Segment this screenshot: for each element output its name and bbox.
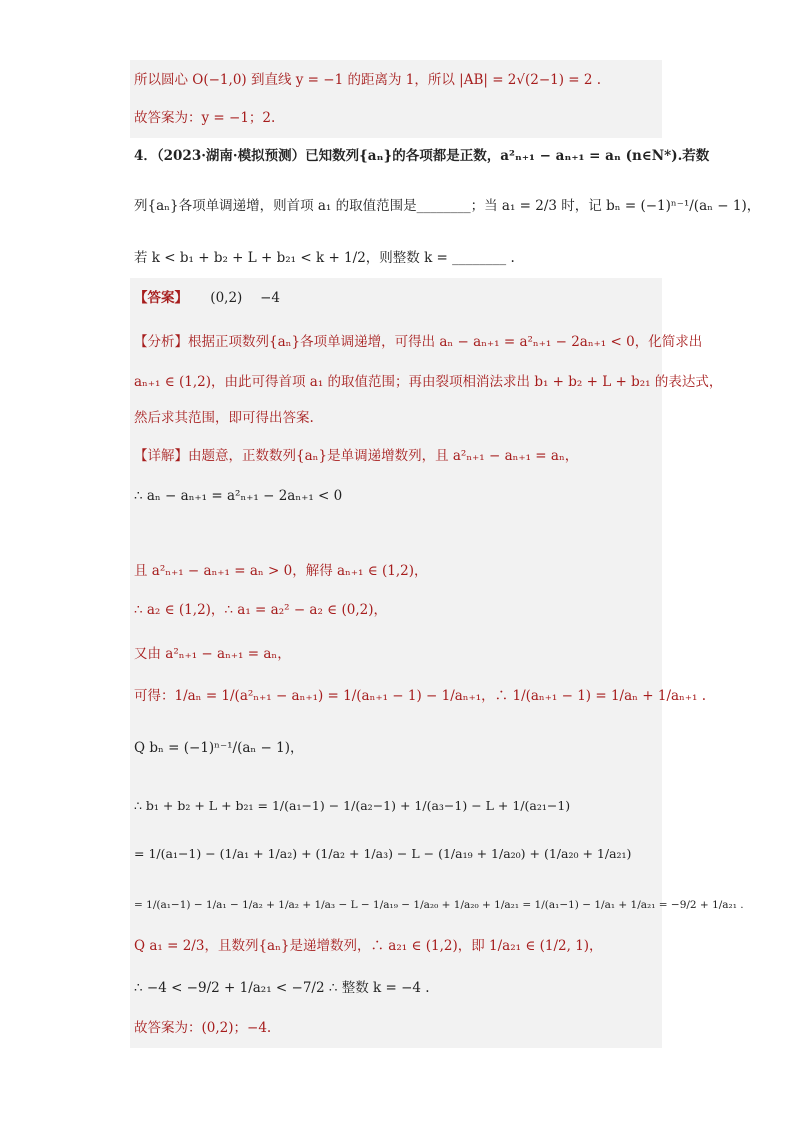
detail-line-8: ∴ b₁ + b₂ + L + b₂₁ = 1/(a₁−1) − 1/(a₂−1) + 1/(a₃−1) − L + 1/(a₂₁−1): [134, 798, 571, 813]
answer-block: [130, 278, 662, 1048]
detail-line-2: ∴ aₙ − aₙ₊₁ = a²ₙ₊₁ − 2aₙ₊₁ < 0: [134, 488, 343, 504]
answer-label: 【答案】: [134, 290, 188, 306]
detail-line-4: ∴ a₂ ∈ (1,2)，∴ a₁ = a₂² − a₂ ∈ (0,2)，: [134, 602, 387, 618]
analysis-line-2: aₙ₊₁ ∈ (1,2)，由此可得首项 a₁ 的取值范围；再由裂项相消法求出 b₁ + b₂ + L + b₂₁ 的表达式，: [134, 374, 723, 390]
prev-solution-line: 所以圆心 O(−1,0) 到直线 y = −1 的距离为 1，所以 |AB| = 2√(2−1) = 2 .: [134, 72, 602, 88]
detail-line-10: = 1/(a₁−1) − 1/a₁ − 1/a₂ + 1/a₂ + 1/a₃ − L − 1/a₁₉ − 1/a₂₀ + 1/a₂₀ + 1/a₂₁ = 1/(a₁−1) − 1/a₁ + 1/a₂₁ = −9/2 + 1/a₂₁ .: [134, 899, 744, 911]
analysis-line-1: 【分析】根据正项数列{aₙ}各项单调递增，可得出 aₙ − aₙ₊₁ = a²ₙ₊₁ − 2aₙ₊₁ < 0，化简求出: [134, 334, 703, 350]
detail-line-12: ∴ −4 < −9/2 + 1/a₂₁ < −7/2 ∴ 整数 k = −4 .: [134, 980, 430, 996]
detail-line-6: 可得：1/aₙ = 1/(a²ₙ₊₁ − aₙ₊₁) = 1/(aₙ₊₁ − 1) − 1/aₙ₊₁，∴ 1/(aₙ₊₁ − 1) = 1/aₙ + 1/aₙ₊₁ .: [134, 688, 707, 704]
question-heading: 4．（2023·湖南·模拟预测）已知数列{aₙ}的各项都是正数，a²ₙ₊₁ − aₙ₊₁ = aₙ (n∈N*).若数: [134, 148, 710, 164]
detail-line-11: Q a₁ = 2/3，且数列{aₙ}是递增数列，∴ a₂₁ ∈ (1,2)，即 1/a₂₁ ∈ (1/2, 1)，: [134, 938, 603, 954]
analysis-line-3: 然后求其范围，即可得出答案.: [134, 410, 314, 426]
prev-final-answer: 故答案为：y = −1；2.: [134, 110, 276, 126]
question-line-3: 若 k < b₁ + b₂ + L + b₂₁ < k + 1/2，则整数 k = ________ .: [134, 250, 515, 266]
detail-line-3: 且 a²ₙ₊₁ − aₙ₊₁ = aₙ > 0，解得 aₙ₊₁ ∈ (1,2)，: [134, 563, 428, 579]
detail-line-1: 【详解】由题意，正数数列{aₙ}是单调递增数列，且 a²ₙ₊₁ − aₙ₊₁ = aₙ，: [134, 448, 579, 464]
detail-line-7: Q bₙ = (−1)ⁿ⁻¹/(aₙ − 1)，: [134, 740, 304, 756]
final-answer: 故答案为：(0,2)；−4.: [134, 1020, 272, 1036]
answer-values: (0,2) −4: [210, 290, 280, 306]
answer-row: [134, 292, 280, 306]
detail-line-5: 又由 a²ₙ₊₁ − aₙ₊₁ = aₙ，: [134, 646, 291, 662]
detail-line-9: = 1/(a₁−1) − (1/a₁ + 1/a₂) + (1/a₂ + 1/a₃) − L − (1/a₁₉ + 1/a₂₀) + (1/a₂₀ + 1/a₂₁): [134, 846, 632, 861]
question-line-2: 列{aₙ}各项单调递增，则首项 a₁ 的取值范围是________；当 a₁ = 2/3 时，记 bₙ = (−1)ⁿ⁻¹/(aₙ − 1)，: [134, 198, 761, 214]
